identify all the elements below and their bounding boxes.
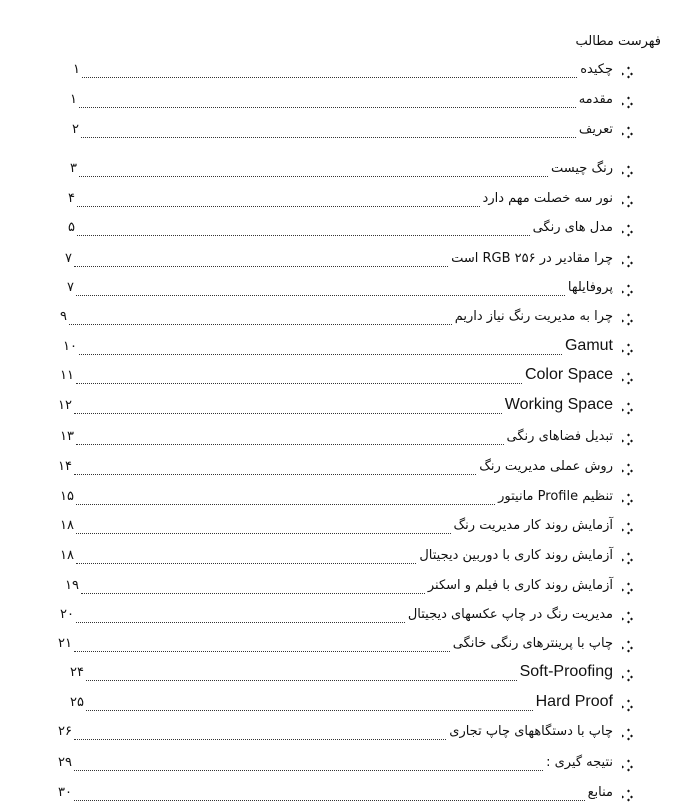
toc-entry[interactable] bbox=[0, 753, 699, 777]
dot-leader bbox=[81, 137, 576, 138]
toc-entry-label: مدل های رنگی bbox=[532, 220, 613, 235]
toc-entry[interactable] bbox=[0, 487, 699, 511]
diamond-bullet-icon bbox=[620, 638, 636, 654]
toc-entry-page-number: ۵ bbox=[68, 220, 75, 235]
toc-entry[interactable] bbox=[0, 159, 699, 183]
toc-entry-page-number: ۳ bbox=[70, 161, 77, 176]
toc-entry[interactable] bbox=[0, 307, 699, 331]
diamond-bullet-icon bbox=[620, 400, 636, 416]
dot-leader bbox=[86, 680, 517, 681]
dot-leader bbox=[77, 206, 480, 207]
diamond-bullet-icon bbox=[620, 94, 636, 110]
dot-leader bbox=[79, 107, 576, 108]
toc-entry-label: چکیده bbox=[580, 62, 613, 77]
toc-entry[interactable] bbox=[0, 605, 699, 629]
toc-entry[interactable] bbox=[0, 366, 699, 390]
toc-entry[interactable] bbox=[0, 457, 699, 481]
diamond-bullet-icon bbox=[620, 124, 636, 140]
diamond-bullet-icon bbox=[620, 550, 636, 566]
diamond-bullet-icon bbox=[620, 609, 636, 625]
toc-entry-label: Hard Proof bbox=[535, 693, 613, 710]
diamond-bullet-icon bbox=[620, 64, 636, 80]
toc-entry-page-number: ۱۹ bbox=[65, 578, 79, 593]
toc-entry-page-number: ۱۳ bbox=[60, 429, 74, 444]
toc-entry-label: پروفایلها bbox=[567, 280, 613, 295]
toc-entry[interactable] bbox=[0, 218, 699, 242]
toc-entry-label: آزمایش روند کاری با دوربین دیجیتال bbox=[419, 548, 613, 563]
toc-entry-page-number: ۱۲ bbox=[58, 398, 72, 413]
diamond-bullet-icon bbox=[620, 193, 636, 209]
dot-leader bbox=[74, 474, 476, 475]
toc-entry-label: تعریف bbox=[578, 122, 613, 137]
diamond-bullet-icon bbox=[620, 431, 636, 447]
toc-entry[interactable] bbox=[0, 693, 699, 717]
dot-leader bbox=[74, 739, 446, 740]
dot-leader bbox=[69, 324, 452, 325]
toc-entry-label: آزمایش روند کار مدیریت رنگ bbox=[453, 518, 613, 533]
diamond-bullet-icon bbox=[620, 757, 636, 773]
toc-entry-page-number: ۱۵ bbox=[60, 489, 74, 504]
diamond-bullet-icon bbox=[620, 580, 636, 596]
toc-entry-page-number: ۳۰ bbox=[58, 785, 72, 800]
diamond-bullet-icon bbox=[620, 282, 636, 298]
toc-entry-page-number: ۲۴ bbox=[70, 665, 84, 680]
dot-leader bbox=[74, 770, 543, 771]
toc-entry-page-number: ۷ bbox=[67, 280, 74, 295]
toc-entry-label: نتیجه گیری : bbox=[546, 755, 613, 770]
toc-entry-label: چاپ با پرینترهای رنگی خانگی bbox=[452, 636, 613, 651]
toc-entry-label: تنظیم Profile مانیتور bbox=[498, 489, 613, 504]
toc-entry-label: تبدیل فضاهای رنگی bbox=[506, 429, 613, 444]
toc-entry[interactable] bbox=[0, 396, 699, 420]
diamond-bullet-icon bbox=[620, 491, 636, 507]
dot-leader bbox=[82, 77, 577, 78]
dot-leader bbox=[74, 413, 502, 414]
toc-entry-label: نور سه خصلت مهم دارد bbox=[482, 191, 613, 206]
dot-leader bbox=[86, 710, 533, 711]
toc-entry-label: Gamut bbox=[564, 337, 613, 354]
toc-entry-label: چاپ با دستگاههای چاپ تجاری bbox=[449, 724, 613, 739]
dot-leader bbox=[76, 295, 565, 296]
toc-entry-page-number: ۱۸ bbox=[60, 518, 74, 533]
toc-entry-page-number: ۱ bbox=[73, 62, 80, 77]
toc-entry-label: مقدمه bbox=[578, 92, 613, 107]
diamond-bullet-icon bbox=[620, 461, 636, 477]
toc-entry[interactable] bbox=[0, 634, 699, 658]
toc-entry[interactable] bbox=[0, 546, 699, 570]
toc-entry-page-number: ۲۵ bbox=[70, 695, 84, 710]
diamond-bullet-icon bbox=[620, 163, 636, 179]
toc-entry-label: منابع bbox=[587, 785, 613, 800]
toc-entry-page-number: ۲۶ bbox=[58, 724, 72, 739]
dot-leader bbox=[76, 533, 451, 534]
dot-leader bbox=[79, 354, 562, 355]
toc-entry-label: Soft-Proofing bbox=[519, 663, 613, 680]
toc-entry-label: چرا مقادیر در RGB ۲۵۶ است bbox=[451, 251, 613, 266]
dot-leader bbox=[76, 622, 405, 623]
toc-entry[interactable] bbox=[0, 278, 699, 302]
toc-entry[interactable] bbox=[0, 663, 699, 687]
diamond-bullet-icon bbox=[620, 667, 636, 683]
dot-leader bbox=[76, 563, 416, 564]
toc-entry-page-number: ۹ bbox=[60, 309, 67, 324]
dot-leader bbox=[74, 651, 450, 652]
toc-entry[interactable] bbox=[0, 516, 699, 540]
toc-entry-page-number: ۲ bbox=[72, 122, 79, 137]
toc-entry[interactable] bbox=[0, 60, 699, 84]
toc-entry-page-number: ۲۰ bbox=[60, 607, 74, 622]
dot-leader bbox=[81, 593, 425, 594]
diamond-bullet-icon bbox=[620, 697, 636, 713]
toc-entry[interactable] bbox=[0, 120, 699, 144]
toc-entry[interactable] bbox=[0, 427, 699, 451]
toc-entry-page-number: ۷ bbox=[65, 251, 72, 266]
toc-entry[interactable] bbox=[0, 783, 699, 807]
toc-entry-page-number: ۲۹ bbox=[58, 755, 72, 770]
diamond-bullet-icon bbox=[620, 311, 636, 327]
toc-entry-label: آزمایش روند کاری با فیلم و اسکنر bbox=[427, 578, 613, 593]
diamond-bullet-icon bbox=[620, 726, 636, 742]
toc-entry-label: روش عملی مدیریت رنگ bbox=[479, 459, 613, 474]
toc-entry[interactable] bbox=[0, 189, 699, 213]
dot-leader bbox=[76, 383, 522, 384]
toc-entry[interactable] bbox=[0, 249, 699, 273]
dot-leader bbox=[76, 444, 504, 445]
toc-entry-page-number: ۲۱ bbox=[58, 636, 72, 651]
toc-entry[interactable] bbox=[0, 90, 699, 114]
toc-entry[interactable] bbox=[0, 576, 699, 600]
toc-entry-label: Working Space bbox=[504, 396, 613, 413]
dot-leader bbox=[74, 266, 448, 267]
toc-entry-label: رنگ چیست bbox=[551, 161, 613, 176]
toc-entry[interactable] bbox=[0, 722, 699, 746]
toc-entry-page-number: ۱۸ bbox=[60, 548, 74, 563]
toc-entry[interactable] bbox=[0, 337, 699, 361]
diamond-bullet-icon bbox=[620, 222, 636, 238]
toc-title: فهرست مطالب bbox=[575, 34, 661, 49]
toc-entry-page-number: ۴ bbox=[68, 191, 75, 206]
dot-leader bbox=[76, 504, 495, 505]
diamond-bullet-icon bbox=[620, 370, 636, 386]
toc-entry-page-number: ۱۴ bbox=[58, 459, 72, 474]
dot-leader bbox=[77, 235, 530, 236]
diamond-bullet-icon bbox=[620, 253, 636, 269]
diamond-bullet-icon bbox=[620, 520, 636, 536]
dot-leader bbox=[79, 176, 548, 177]
toc-entry-label: Color Space bbox=[524, 366, 613, 383]
toc-entry-label: مدیریت رنگ در چاپ عکسهای دیجیتال bbox=[407, 607, 613, 622]
toc-entry-label: چرا به مدیریت رنگ نیاز داریم bbox=[454, 309, 613, 324]
toc-entry-page-number: ۱ bbox=[70, 92, 77, 107]
toc-entry-page-number: ۱۰ bbox=[63, 339, 77, 354]
diamond-bullet-icon bbox=[620, 341, 636, 357]
toc-entry-page-number: ۱۱ bbox=[60, 368, 74, 383]
